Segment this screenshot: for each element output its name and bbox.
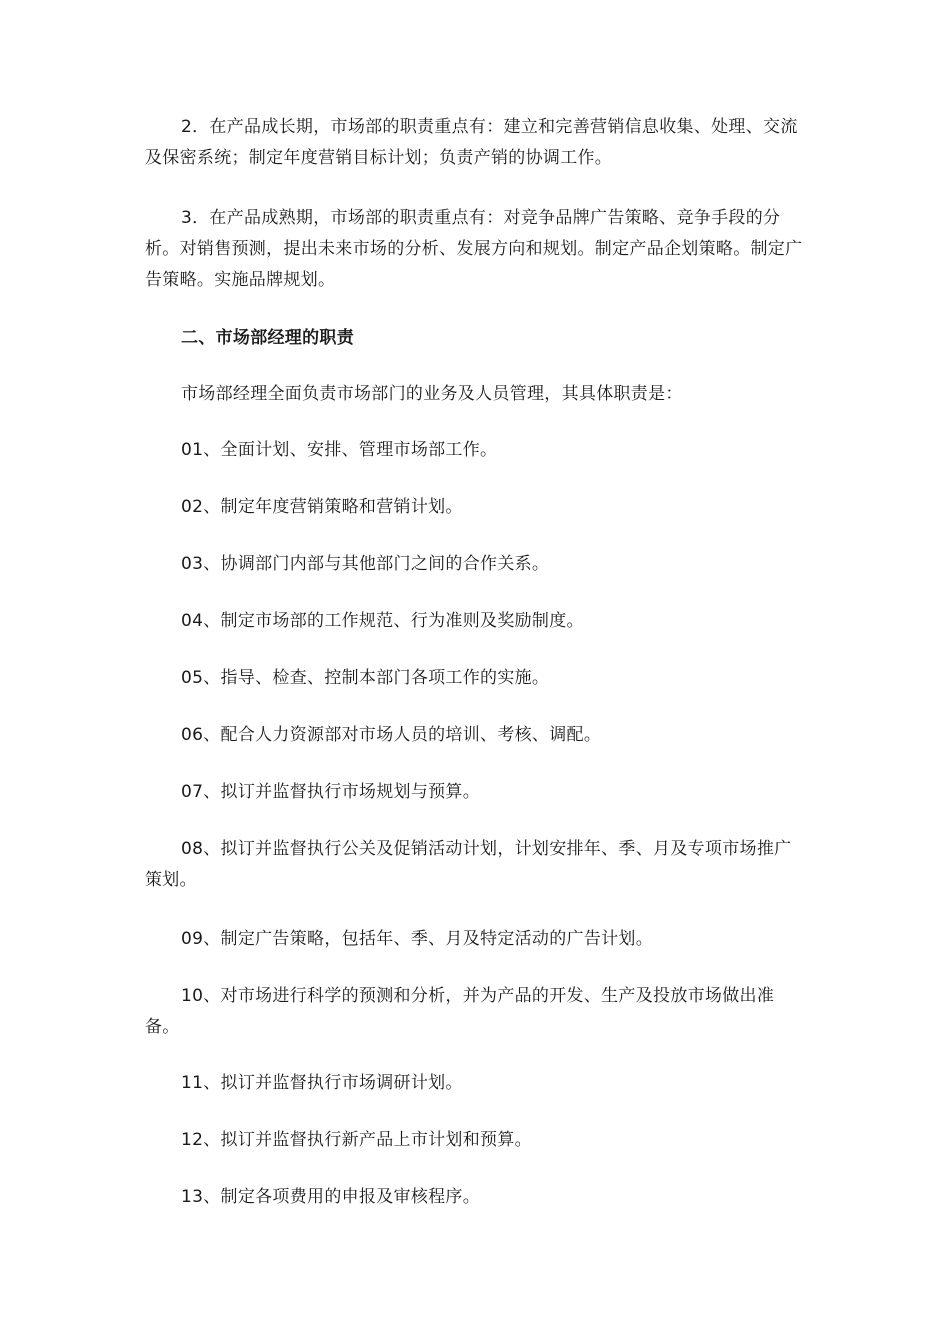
list-item: 09、制定广告策略，包括年、季、月及特定活动的广告计划。 bbox=[181, 929, 654, 949]
list-item: 13、制定各项费用的申报及审核程序。 bbox=[181, 1187, 481, 1207]
list-item: 02、制定年度营销策略和营销计划。 bbox=[181, 497, 463, 517]
paragraph-intro: 市场部经理全面负责市场部门的业务及人员管理，其具体职责是： bbox=[181, 384, 683, 404]
list-item: 07、拟订并监督执行市场规划与预算。 bbox=[181, 782, 481, 802]
list-item: 11、拟订并监督执行市场调研计划。 bbox=[181, 1073, 463, 1093]
section-heading: 二、市场部经理的职责 bbox=[181, 328, 354, 348]
list-item: 03、协调部门内部与其他部门之间的合作关系。 bbox=[181, 554, 550, 574]
paragraph-mature-stage: 3．在产品成熟期，市场部的职责重点有：对竞争品牌广告策略、竞争手段的分析。对销售预测，提出未来市场的分析、发展方向和规划。制定产品企划策略。制定广告策略。实施品牌规划。 bbox=[145, 208, 803, 290]
list-item: 01、全面计划、安排、管理市场部工作。 bbox=[181, 440, 498, 460]
list-item: 04、制定市场部的工作规范、行为准则及奖励制度。 bbox=[181, 611, 584, 631]
paragraph-growth-stage: 2．在产品成长期，市场部的职责重点有：建立和完善营销信息收集、处理、交流及保密系统；制定年度营销目标计划；负责产销的协调工作。 bbox=[145, 117, 798, 168]
list-item: 12、拟订并监督执行新产品上市计划和预算。 bbox=[181, 1130, 532, 1150]
list-item: 10、对市场进行科学的预测和分析，并为产品的开发、生产及投放市场做出准备。 bbox=[145, 986, 775, 1037]
list-item: 05、指导、检查、控制本部门各项工作的实施。 bbox=[181, 668, 550, 688]
list-item: 08、拟订并监督执行公关及促销活动计划，计划安排年、季、月及专项市场推广策划。 bbox=[145, 839, 792, 890]
list-item: 06、配合人力资源部对市场人员的培训、考核、调配。 bbox=[181, 725, 602, 745]
